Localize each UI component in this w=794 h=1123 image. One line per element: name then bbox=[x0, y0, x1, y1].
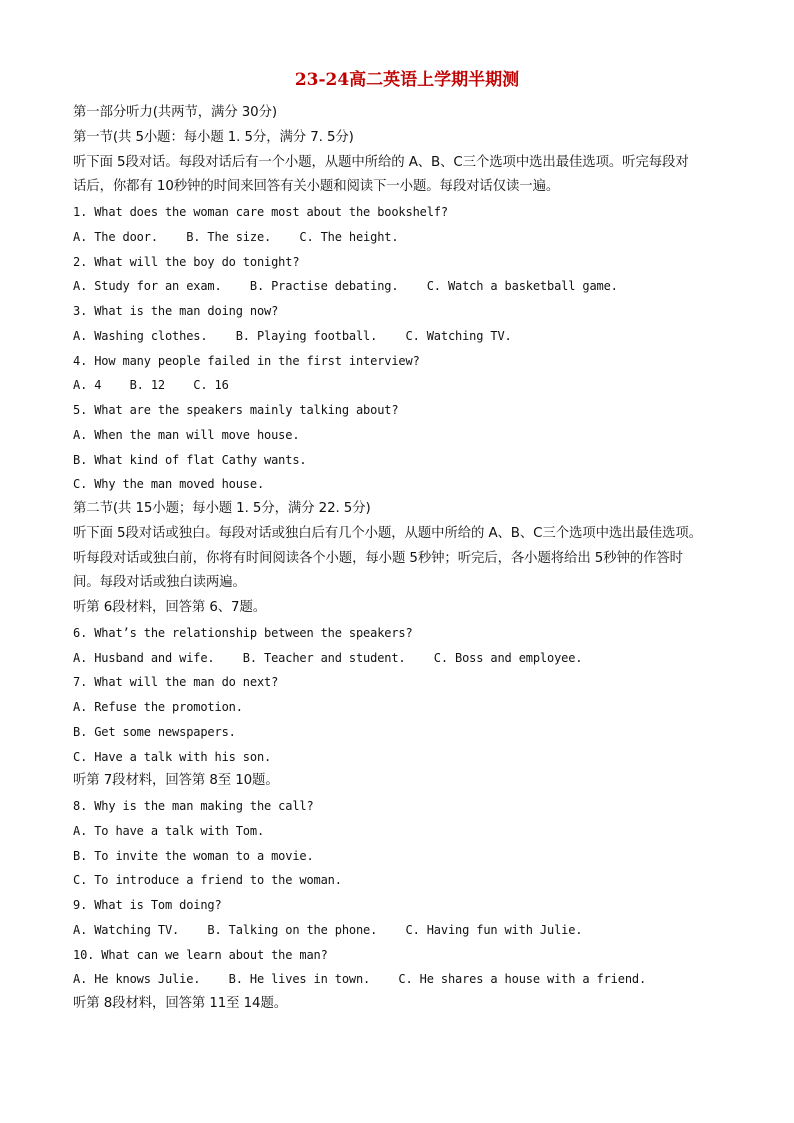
instruction-line: 间。每段对话或独白读两遍。 bbox=[73, 575, 246, 591]
instruction-line: 话后，你都有 10秒钟的时间来回答有关小题和阅读下一小题。每段对话仅读一遍。 bbox=[73, 179, 560, 195]
question-line: 6. What’s the relationship between the speakers? bbox=[73, 625, 413, 640]
document-body bbox=[73, 101, 733, 1017]
question-line: 10. What can we learn about the man? bbox=[73, 947, 328, 962]
question-line: A. Watching TV. B. Talking on the phone. C. Having fun with Julie. bbox=[73, 922, 583, 937]
question-line: B. Get some newspapers. bbox=[73, 724, 236, 739]
question-line: 2. What will the boy do tonight? bbox=[73, 254, 300, 269]
question-line: A. When the man will move house. bbox=[73, 427, 300, 442]
instruction-line: 第一部分听力(共两节，满分 30分) bbox=[73, 105, 278, 120]
question-line: A. Study for an exam. B. Practise debating. C. Watch a basketball game. bbox=[73, 279, 618, 294]
instruction-line: 听第 7段材料，回答第 8至 10题。 bbox=[73, 773, 279, 789]
question-line: A. Refuse the promotion. bbox=[73, 700, 243, 714]
question-line: B. What kind of flat Cathy wants. bbox=[73, 452, 307, 467]
question-line: 7. What will the man do next? bbox=[73, 675, 279, 690]
instruction-line: 听下面 5段对话。每段对话后有一个小题，从题中所给的 A、B、C三个选项中选出最佳选项。听完每段对 bbox=[73, 154, 689, 170]
question-line: A. To have a talk with Tom. bbox=[73, 823, 265, 838]
question-line: A. He knows Julie. B. He lives in town. C. He shares a house with a friend. bbox=[73, 972, 647, 987]
question-line: 9. What is Tom doing? bbox=[73, 898, 222, 912]
instruction-line: 第二节(共 15小题；每小题 1. 5分，满分 22. 5分) bbox=[73, 501, 371, 516]
question-line: A. 4 B. 12 C. 16 bbox=[73, 378, 229, 393]
instruction-line: 听第 6段材料，回答第 6、7题。 bbox=[73, 600, 267, 615]
question-line: 4. How many people failed in the first interview? bbox=[73, 353, 420, 368]
instruction-line: 听第 8段材料，回答第 11至 14题。 bbox=[73, 996, 288, 1011]
instruction-line: 听下面 5段对话或独白。每段对话或独白后有几个小题，从题中所给的 A、B、C三个选项中选出最佳选项。 bbox=[73, 525, 702, 541]
question-line: C. Have a talk with his son. bbox=[73, 749, 272, 764]
question-line: 3. What is the man doing now? bbox=[73, 304, 279, 318]
instruction-line: 听每段对话或独白前，你将有时间阅读各个小题，每小题 5秒钟；听完后，各小题将给出 5秒钟的作答时 bbox=[73, 550, 683, 566]
question-line: C. To introduce a friend to the woman. bbox=[73, 873, 342, 888]
question-line: B. To invite the woman to a movie. bbox=[73, 848, 314, 863]
question-line: A. Washing clothes. B. Playing football. C. Watching TV. bbox=[73, 328, 512, 343]
question-line: 8. Why is the man making the call? bbox=[73, 799, 314, 813]
exam-page bbox=[73, 68, 733, 1017]
instruction-line: 第一节(共 5小题：每小题 1. 5分，满分 7. 5分) bbox=[73, 129, 354, 145]
question-line: A. Husband and wife. B. Teacher and student. C. Boss and employee. bbox=[73, 650, 583, 665]
question-line: C. Why the man moved house. bbox=[73, 477, 265, 492]
question-line: 1. What does the woman care most about the bookshelf? bbox=[73, 205, 448, 219]
question-line: 5. What are the speakers mainly talking about? bbox=[73, 403, 399, 417]
document-title: 23-24高二英语上学期半期测 bbox=[294, 70, 520, 90]
question-line: A. The door. B. The size. C. The height. bbox=[73, 229, 399, 244]
